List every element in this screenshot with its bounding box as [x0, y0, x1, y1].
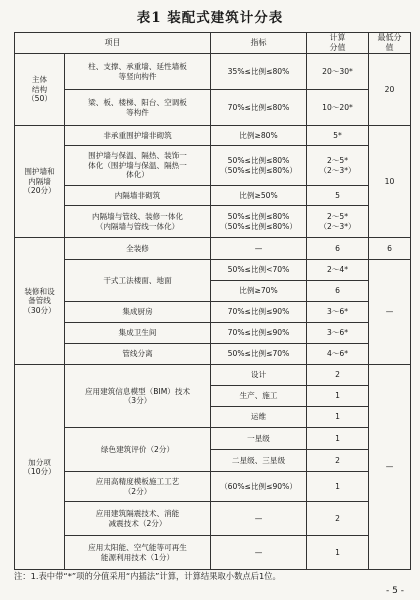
- header-index: 指标: [211, 33, 307, 54]
- calc-score: 1: [307, 386, 369, 407]
- min-score: —: [369, 365, 411, 570]
- min-score: —: [369, 260, 411, 365]
- category-main-structure: 主体 结构 （50）: [15, 54, 65, 126]
- calc-score: 2: [307, 502, 369, 536]
- subject: 应用建筑隔震技术、消能 减震技术（2分）: [65, 502, 211, 536]
- table-title: 表1 装配式建筑计分表: [136, 10, 284, 26]
- table-row: [15, 238, 411, 260]
- table-row: [15, 90, 411, 126]
- calc-score: 4～6*: [307, 344, 369, 365]
- table-row: [15, 206, 411, 238]
- category-bonus: 加分项 （10分）: [15, 365, 65, 570]
- subject: 内隔墙非砌筑: [65, 186, 211, 206]
- index-value: 二星级、三星级: [211, 450, 307, 472]
- table-row: [15, 126, 411, 146]
- index-value: 比例≥50%: [211, 186, 307, 206]
- calc-score: 2: [307, 450, 369, 472]
- table-row: [15, 146, 411, 186]
- calc-score: 1: [307, 472, 369, 502]
- calc-score: 2～5* （2～3*）: [307, 146, 369, 186]
- subject: 内隔墙与管线、装修一体化 （内隔墙与管线一体化）: [65, 206, 211, 238]
- index-value: 50%≤比例<70%: [211, 260, 307, 281]
- index-value: —: [211, 238, 307, 260]
- subject: 梁、板、楼梯、阳台、空调板 等构件: [65, 90, 211, 126]
- min-score: 10: [369, 126, 411, 238]
- calc-score: 3～6*: [307, 302, 369, 323]
- index-value: （60%≤比例≤90%）: [211, 472, 307, 502]
- category-envelope-walls: 围护墙和 内隔墙 （20分）: [15, 126, 65, 238]
- min-score: 6: [369, 238, 411, 260]
- calc-score: 10～20*: [307, 90, 369, 126]
- index-value: —: [211, 502, 307, 536]
- header-item: 项目: [15, 33, 211, 54]
- calc-score: 2: [307, 365, 369, 386]
- page-number: - 5 -: [386, 586, 404, 596]
- index-value: 设计: [211, 365, 307, 386]
- calc-score: 5: [307, 186, 369, 206]
- header-row: [15, 33, 411, 54]
- calc-score: 1: [307, 536, 369, 570]
- subject: 绿色建筑评价（2分）: [65, 428, 211, 472]
- subject: 集成厨房: [65, 302, 211, 323]
- table-row: [15, 302, 411, 323]
- index-value: 70%≤比例≤90%: [211, 302, 307, 323]
- index-value: 70%≤比例≤90%: [211, 323, 307, 344]
- index-value: 运维: [211, 407, 307, 428]
- scoring-table: [14, 32, 411, 570]
- index-value: 生产、施工: [211, 386, 307, 407]
- subject: 全装修: [65, 238, 211, 260]
- table-row: [15, 536, 411, 570]
- index-value: —: [211, 536, 307, 570]
- table-row: [15, 428, 411, 450]
- table-row: [15, 54, 411, 90]
- table-row: [15, 344, 411, 365]
- index-value: 50%≤比例≤80% （50%≤比例≤80%）: [211, 206, 307, 238]
- calc-score: 1: [307, 407, 369, 428]
- calc-score: 6: [307, 281, 369, 302]
- category-decoration-pipelines: 装修和设 备管线 （30分）: [15, 238, 65, 365]
- index-value: 一星级: [211, 428, 307, 450]
- calc-score: 2～5* （2～3*）: [307, 206, 369, 238]
- min-score: 20: [369, 54, 411, 126]
- calc-score: 20～30*: [307, 54, 369, 90]
- calc-score: 3～6*: [307, 323, 369, 344]
- calc-score: 2～4*: [307, 260, 369, 281]
- index-value: 35%≤比例≤80%: [211, 54, 307, 90]
- index-value: 50%≤比例≤80% （50%≤比例≤80%）: [211, 146, 307, 186]
- table-row: [15, 472, 411, 502]
- index-value: 比例≥80%: [211, 126, 307, 146]
- table-row: [15, 502, 411, 536]
- index-value: 70%≤比例≤80%: [211, 90, 307, 126]
- subject: 应用建筑信息模型（BIM）技术 （3分）: [65, 365, 211, 428]
- table-row: [15, 260, 411, 281]
- subject: 干式工法楼面、地面: [65, 260, 211, 302]
- calc-score: 5*: [307, 126, 369, 146]
- index-value: 50%≤比例≤70%: [211, 344, 307, 365]
- subject: 应用高精度模板施工工艺 （2分）: [65, 472, 211, 502]
- subject: 围护墙与保温、隔热、装饰一 体化（围护墙与保温、隔热一 体化）: [65, 146, 211, 186]
- subject: 应用太阳能、空气能等可再生 能源利用技术（1分）: [65, 536, 211, 570]
- header-calc: 计算 分值: [307, 33, 369, 54]
- subject: 管线分离: [65, 344, 211, 365]
- footnote: 注：1.表中带“*”项的分值采用“内插法”计算，计算结果取小数点后1位。: [14, 571, 281, 581]
- table-row: [15, 365, 411, 386]
- header-min: 最低分 值: [369, 33, 411, 54]
- index-value: 比例≥70%: [211, 281, 307, 302]
- subject: 集成卫生间: [65, 323, 211, 344]
- table-row: [15, 186, 411, 206]
- calc-score: 1: [307, 428, 369, 450]
- table-row: [15, 323, 411, 344]
- subject: 非承重围护墙非砌筑: [65, 126, 211, 146]
- subject: 柱、支撑、承重墙、延性墙板 等竖向构件: [65, 54, 211, 90]
- calc-score: 6: [307, 238, 369, 260]
